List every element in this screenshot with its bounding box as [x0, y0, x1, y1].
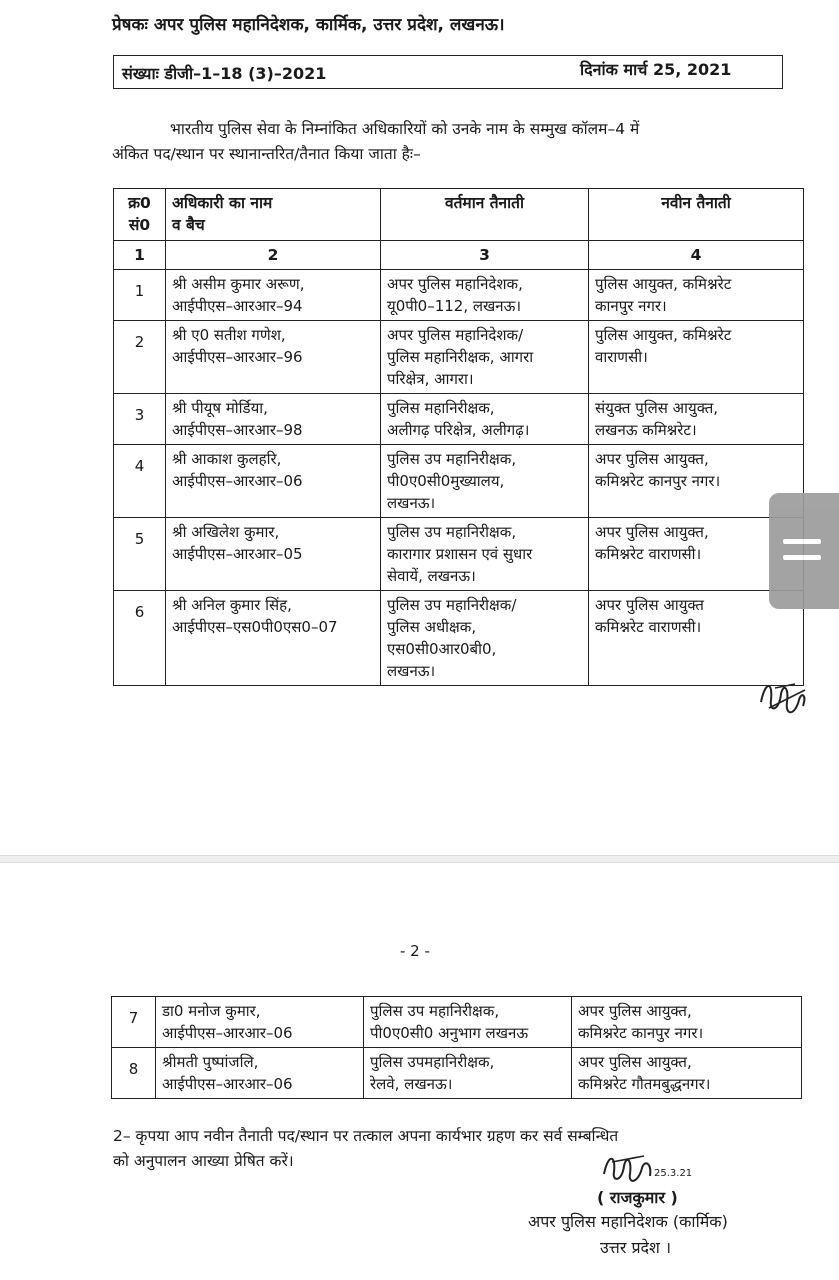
col-number: 1: [114, 241, 166, 270]
table-row: [114, 518, 804, 591]
cell-current-posting: पुलिस उप महानिरीक्षक/ पुलिस अधीक्षक, एस0सी0आर0बी0, लखनऊ।: [381, 591, 589, 686]
cell-officer-name: श्री पीयूष मोर्डिया, आईपीएस–आरआर–98: [166, 394, 381, 445]
cell-officer-name: श्री आकाश कुलहरि, आईपीएस–आरआर–06: [166, 445, 381, 518]
scroll-handle-icon[interactable]: [769, 493, 839, 609]
intro-line-1: भारतीय पुलिस सेवा के निम्नांकित अधिकारियों को उनके नाम के सम्मुख कॉलम–4 में: [170, 120, 640, 138]
table-row: [114, 591, 804, 686]
header-new-posting: नवीन तैनाती: [589, 189, 804, 241]
table-row: [114, 321, 804, 394]
cell-new-posting: संयुक्त पुलिस आयुक्त, लखनऊ कमिश्नरेट।: [589, 394, 804, 445]
transfer-table-continued: [111, 996, 802, 1099]
table-row: [112, 997, 802, 1048]
signature-date: 25.3.21: [654, 1168, 693, 1179]
order-date: दिनांक मार्च 25, 2021: [580, 60, 732, 79]
header-sno: क्र0 सं0: [114, 189, 166, 241]
cell-sno: 5: [114, 518, 166, 591]
cell-sno: 3: [114, 394, 166, 445]
column-number-row: [114, 241, 804, 270]
cell-current-posting: अपर पुलिस महानिदेशक/ पुलिस महानिरीक्षक, आगरा परिक्षेत्र, आगरा।: [381, 321, 589, 394]
transfer-table: [113, 188, 804, 686]
cell-sno: 2: [114, 321, 166, 394]
col-number: 3: [381, 241, 589, 270]
cell-new-posting: पुलिस आयुक्त, कमिश्नरेट कानपुर नगर।: [589, 270, 804, 321]
cell-sno: 8: [112, 1048, 156, 1099]
reference-number: संख्याः डीजी–1–18 (3)–2021: [122, 64, 327, 83]
signatory-designation: अपर पुलिस महानिदेशक (कार्मिक): [528, 1212, 728, 1231]
signature-icon: [755, 672, 815, 722]
table-header-row: [114, 189, 804, 241]
cell-sno: 4: [114, 445, 166, 518]
signatory-state: उत्तर प्रदेश ।: [600, 1238, 672, 1257]
cell-current-posting: पुलिस उप महानिरीक्षक, पी0ए0सी0मुख्यालय, लखनऊ।: [381, 445, 589, 518]
col-number: 2: [166, 241, 381, 270]
table-row: [112, 1048, 802, 1099]
cell-officer-name: श्री ए0 सतीश गणेश, आईपीएस–आरआर–96: [166, 321, 381, 394]
col-number: 4: [589, 241, 804, 270]
cell-officer-name: डा0 मनोज कुमार, आईपीएस–आरआर–06: [156, 997, 364, 1048]
cell-new-posting: अपर पुलिस आयुक्त, कमिश्नरेट गौतमबुद्धनगर।: [572, 1048, 802, 1099]
cell-new-posting: अपर पुलिस आयुक्त, कमिश्नरेट कानपुर नगर।: [589, 445, 804, 518]
cell-current-posting: अपर पुलिस महानिदेशक, यू0पी0–112, लखनऊ।: [381, 270, 589, 321]
cell-new-posting: अपर पुलिस आयुक्त, कमिश्नरेट कानपुर नगर।: [572, 997, 802, 1048]
instruction-line-2: को अनुपालन आख्या प्रेषित करें।: [113, 1152, 294, 1170]
cell-officer-name: श्री अनिल कुमार सिंह, आईपीएस–एस0पी0एस0–07: [166, 591, 381, 686]
table-row: [114, 270, 804, 321]
page-number: - 2 -: [400, 942, 430, 960]
cell-current-posting: पुलिस उपमहानिरीक्षक, रेलवे, लखनऊ।: [364, 1048, 572, 1099]
cell-officer-name: श्री असीम कुमार अरूण, आईपीएस–आरआर–94: [166, 270, 381, 321]
header-current-posting: वर्तमान तैनाती: [381, 189, 589, 241]
cell-officer-name: श्रीमती पुष्पांजलि, आईपीएस–आरआर–06: [156, 1048, 364, 1099]
cell-sno: 7: [112, 997, 156, 1048]
cell-sno: 1: [114, 270, 166, 321]
cell-new-posting: अपर पुलिस आयुक्त, कमिश्नरेट वाराणसी।: [589, 518, 804, 591]
cell-officer-name: श्री अखिलेश कुमार, आईपीएस–आरआर–05: [166, 518, 381, 591]
header-officer-name: अधिकारी का नाम व बैच: [166, 189, 381, 241]
intro-line-2: अंकित पद/स्थान पर स्थानान्तरित/तैनात किया जाता हैः–: [112, 145, 421, 163]
cell-current-posting: पुलिस महानिरीक्षक, अलीगढ़ परिक्षेत्र, अलीगढ़।: [381, 394, 589, 445]
table-row: [114, 394, 804, 445]
cell-current-posting: पुलिस उप महानिरीक्षक, कारागार प्रशासन एवं सुधार सेवायें, लखनऊ।: [381, 518, 589, 591]
cell-current-posting: पुलिस उप महानिरीक्षक, पी0ए0सी0 अनुभाग लखनऊ: [364, 997, 572, 1048]
cell-sno: 6: [114, 591, 166, 686]
page-divider: [0, 855, 839, 863]
sender-line: प्रेषकः अपर पुलिस महानिदेशक, कार्मिक, उत्तर प्रदेश, लखनऊ।: [112, 15, 505, 35]
table-row: [114, 445, 804, 518]
cell-new-posting: अपर पुलिस आयुक्त कमिश्नरेट वाराणसी।: [589, 591, 804, 686]
signatory-name: ( राजकुमार ): [597, 1188, 678, 1207]
cell-new-posting: पुलिस आयुक्त, कमिश्नरेट वाराणसी।: [589, 321, 804, 394]
instruction-line-1: 2– कृपया आप नवीन तैनाती पद/स्थान पर तत्काल अपना कार्यभार ग्रहण कर सर्व सम्बन्धित: [113, 1127, 619, 1145]
